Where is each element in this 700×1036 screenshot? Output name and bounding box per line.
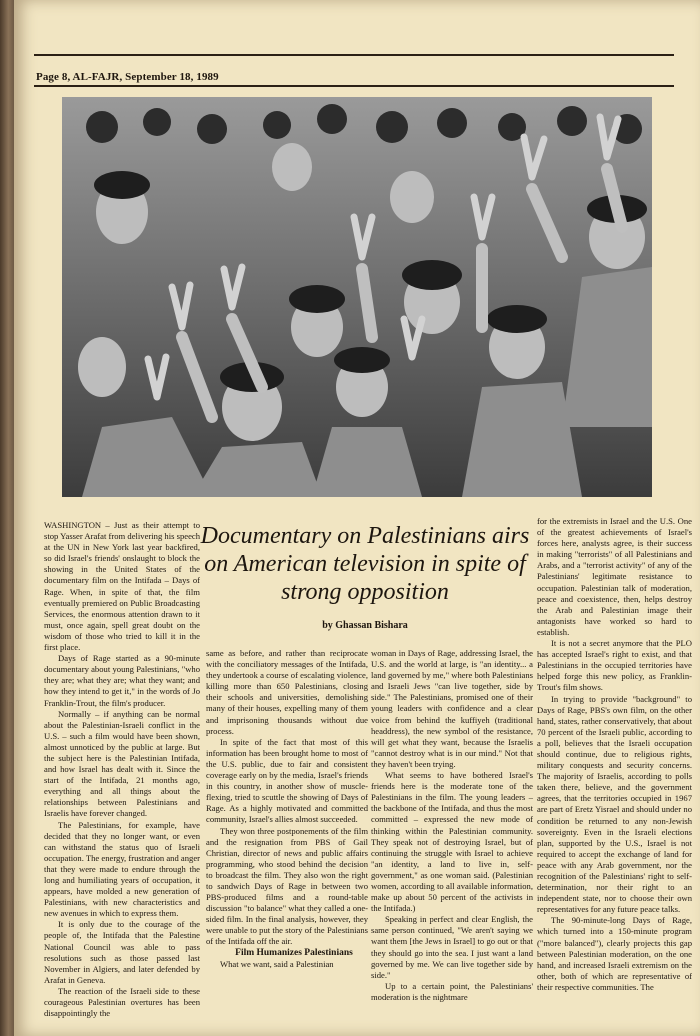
paragraph: woman in Days of Rage, addressing Israel, the U.S. and the world at large, is "an identity... a land governed by me," where both Palestinians and Israeli Jews "can live together, side by side." The Palestinians, promised one of their young leaders with confidence and a clear voice from behind the kuffiyeh (traditional headdress), the new symbol of the resistance, will get what they want, because the Israelis "cannot destroy what is in our mind." Not that they haven't been trying. — [371, 648, 533, 769]
paragraph: The Palestinians, for example, have decided that they no longer want, or even can withstand the status quo of Israeli occupation. The energy, frustration and anger that they were made to endure through the long and humiliating years of occupation, it appears, have molded a new generation of Palestinians, with new characteristics and new avenues in which to express them. — [44, 819, 200, 919]
paragraph: In spite of the fact that most of this information has been brought home to most of the U.S. public, due to fair and consistent coverage early on by the media, Israel's friends in this country, in another show of muscle-flexing, tried to scuttle the showing of Days of Rage. As a highly motivated and committed community, Israel's allies almost succeeded. — [206, 736, 368, 825]
paragraph: WASHINGTON – Just as their attempt to stop Yasser Arafat from delivering his speech at the UN in New York last year backfired, so did Israel's friends' onslaught to block the showing in the United States of the documentary film on the Intifada – Days of Rage. When, in spite of that, the film eventually premiered on Public Broadcasting Services, the enormous attention drawn to it must, once again, spell great doubt on the wisdom of those who tried to kill it in the first place. — [44, 520, 200, 653]
binder-spine — [0, 0, 14, 1036]
paragraph: The reaction of the Israeli side to these courageous Palestinian overtures has been disappointingly the — [44, 985, 200, 1019]
article-subhead: Film Humanizes Palestinians — [235, 947, 353, 958]
article-byline: by Ghassan Bishara — [322, 620, 408, 631]
newspaper-page — [14, 0, 700, 1036]
article-column-4 — [537, 516, 692, 1036]
paragraph: Normally – if anything can be normal about the Palestinian-Israeli conflict in the U.S. – such a film would have been shown, almost unnoticed by the public at large. But the subject here is the Palestinian Intifada, and how Israel has dealt with it. Since the start of the Intifada, 21 months ago, everything and all things about the relationships between Palestinians and Israelis have forever changed. — [44, 708, 200, 819]
paragraph: Speaking in perfect and clear English, the same person continued, "We aren't saying we want them [the Jews in Israel] to go out or that they should go into the sea. I just want a land governed by me. We can live together side by side." — [371, 914, 533, 980]
paragraph: What seems to have bothered Israel's friends here is the moderate tone of the Palestinians in the film. The young leaders – the backbone of the Intifada, and thus the most committed – expressed the new mode of thinking within the Palestinian community. They speak not of destroying Israel, but of continuing the struggle with Israel to achieve "an identity, a land to live in, self-government," as one woman said. (Palestinian women, according to all available information, make up about 50 percent of the activists in the Intifada.) — [371, 770, 533, 914]
crowd-photo — [62, 97, 652, 497]
article-headline: Documentary on Palestinians airs on American television in spite of strong opposition — [200, 523, 530, 605]
paragraph: The 90-minute-long Days of Rage, which turned into a 150-minute program ("more balanced"), clearly projects this gap between Palestinian moderation, on the one hand, and increased Israeli extremism on the other, both of which are representative of their respective communities. The — [537, 915, 692, 992]
page-folio: Page 8, AL-FAJR, September 18, 1989 — [36, 71, 219, 83]
paragraph: It is not a secret anymore that the PLO has accepted Israel's right to exist, and that Palestinians in the occupied territories have helped forge this new policy, as Franklin-Trout's film shows. — [537, 638, 692, 693]
paragraph: What we want, said a Palestinian — [220, 958, 334, 969]
paragraph: for the extremists in Israel and the U.S. One of the greatest achievements of Israel's forces here, analysts agree, is their success in making "terrorists" of all Palestinians and Arabs, and a "terrorist activity" of any of the Palestinians' legitimate resistance to occupation. Palestinian talk of moderation, peace and coexistence, then, helps destroy the Arab and Palestinian image their antagonists have worked so hard to establish. — [537, 516, 692, 637]
paragraph: They won three postponements of the film and the resignation from PBS of Gail Christian, director of news and public affairs programming, who stood behind the decision to broadcast the film. They also won the right to sandwich Days of Rage in between two PBS-produced films and a round-table discussion "to balance" what they called a one-sided film. In the final analysis, however, they were unable to put the story of the Palestinians of the Intifada off the air. — [206, 825, 368, 947]
crowd-photo-image — [62, 97, 652, 497]
article-column-3 — [371, 648, 533, 1036]
top-rule — [34, 54, 674, 56]
paragraph: Up to a certain point, the Palestinians' moderation is the nightmare — [371, 980, 533, 1002]
paragraph: Days of Rage started as a 90-minute documentary about young Palestinians, "who they are; what they are; what they want; and how they intend to get it," in the words of Jo Franklin-Trout, the film's producer. — [44, 653, 200, 708]
folio-rule — [34, 85, 674, 87]
paragraph: In trying to provide "background" to Days of Rage, PBS's own film, on the other hand, states, rather conservatively, that about 70 percent of the Israeli public, according to a poll, believes that the Israeli occupation should continue, due to religious rights, military conquests and security concerns. The majority of Israelis, according to polls taken there, believe, and the government agrees, that the territories occupied in 1967 are part of Eretz Yisrael and should under no condition be returned to any non-Jewish sovereignty. Even in the Israeli elections plan, supported by the U.S., Israel is not required to accept the exchange of land for peace with any Arab government, nor the recognition of the Palestinians' right to self-determination, nor their right to an independent state, nor to choose their own representatives for any future peace talks. — [537, 693, 692, 915]
paragraph: same as before, and rather than reciprocate with the conciliatory messages of the Intifada, they undertook a course of escalating violence, killing more than 650 Palestinians, closing their schools and universities, demolishing many of their houses, expelling many of them and imprisoning thousands without due process. — [206, 648, 368, 736]
article-column-1 — [44, 520, 200, 1035]
paragraph: It is only due to the courage of the people of, the Intifada that the Palestine National Council was able to pass resolutions such as those passed last November in Algiers, and later defended by Arafat in Geneva. — [44, 919, 200, 985]
article-column-2 — [206, 648, 368, 1036]
